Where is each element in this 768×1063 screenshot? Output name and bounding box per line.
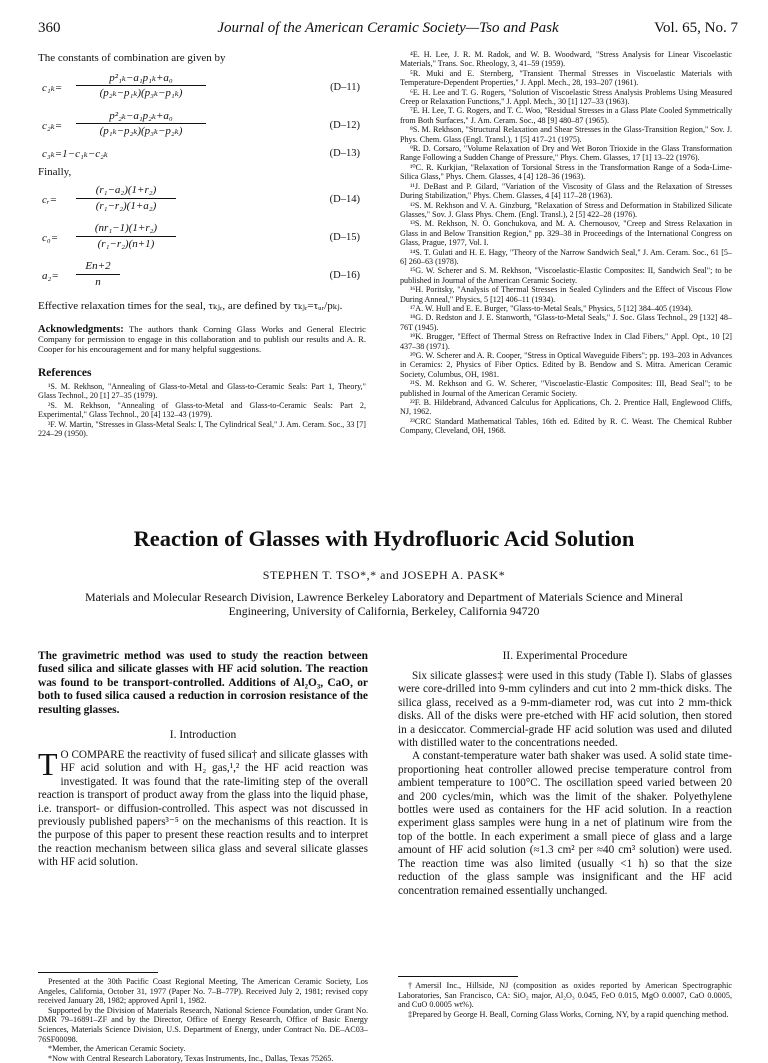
eq-numerator: p²₂ₖ−a₁p₂ₖ+a₀ [76,110,206,124]
reference-item: ¹³S. M. Rekhson, N. O. Gonchukova, and M. A. Chernousov, "Creep and Stress Relaxation in Glass in and Below Transition Region," pp. 329–38 in Proceedings of the International Congress on Glass, Prague, 1977, Vol. I. [400,219,732,248]
article-left-column [38,650,368,870]
article-authors: STEPHEN T. TSO*,* and JOSEPH A. PASK* [262,568,506,582]
eq-text: c₃ₖ=1−c₁ₖ−c₂ₖ [42,148,108,161]
reference-item: ¹⁶H. Poritsky, "Analysis of Thermal Stresses in Sealed Cylinders and the Effect of Viscous Flow During Anneal," Physics, 5 [12] 406–11 (1934). [400,285,732,304]
introduction-text: O COMPARE the reactivity of fused silica† and silicate glasses with HF acid solution and with H₂ gas,¹,² the HF acid reaction was investigated. It was found that the rate-limiting step of the overall reaction is transport of product away from the glass into the liquid phase, i.e. transport- or diffusion-controlled. This aspect was not discussed in previously published papers³⁻⁵ on the mechanisms of this reaction. It is the purpose of this paper to present these reaction results and to interpret the reaction mechanism between silica glass and several silicate glasses with HF acid solution. [38,749,368,869]
reference-item: ⁵R. Muki and E. Sternberg, "Transient Thermal Stresses in Viscoelastic Materials with Temperature-Dependent Properties," J. Appl. Mech., 28, 193–207 (1961). [400,68,732,88]
reference-item: ²S. M. Rekhson, "Annealing of Glass-to-Metal and Glass-to-Ceramic Seals: Part 2, Experimental," Glass Technol., 20 [4] 132–43 (1979). [38,400,366,420]
eq-lhs: c₀= [42,232,59,245]
reference-item: ¹⁹K. Brugger, "Effect of Thermal Stress on Refractive Index in Clad Fibers," Appl. Opt., 10 [2] 437–38 (1971). [400,332,732,351]
eq-number: (D–16) [329,270,360,282]
acknowledgments [38,325,366,354]
reference-item: ¹S. M. Rekhson, "Annealing of Glass-to-Metal and Glass-to-Ceramic Seals: Part 1, Theory," Glass Technol., 20 [1] 27–35 (1979). [38,382,366,401]
eq-number: (D–12) [329,120,360,132]
footnote-rule [398,976,518,977]
eq-fraction [76,222,176,249]
eq-denominator: (r₁−r₂)(1+a₂) [95,199,157,212]
references-heading: References [38,366,92,379]
equation-d14 [38,182,366,220]
section-heading-experimental: II. Experimental Procedure [502,650,628,662]
reference-item: ²⁰G. W. Scherer and A. R. Cooper, "Stress in Optical Waveguide Fibers"; pp. 193–203 in Advances in Ceramics: 2, Physics of Fiber Optics. Edited by B. Bendow and S. Mitra. American Ceramic Society, Columbus, OH, 1981. [400,351,732,379]
reference-item: ¹⁴S. T. Gulati and H. E. Hagy, "Theory of the Narrow Sandwich Seal," J. Am. Ceram. Soc., 61 [5–6] 260–63 (1978). [400,247,732,266]
reference-item: ¹¹J. DeBast and P. Gilard, "Variation of the Viscosity of Glass and the Relaxation of Stresses During Stabilization," Phys. Chem. Glasses, 4 [4] 117–28 (1963). [400,181,732,201]
article-title: Reaction of Glasses with Hydrofluoric Acid Solution [133,526,635,551]
equation-d16 [38,258,366,296]
running-header [38,20,738,42]
reference-item: ¹⁸G. D. Redston and J. E. Stanworth, "Glass-to-Metal Seals," J. Soc. Glass Technol., 29 [132] 48–76T (1945). [400,313,732,332]
eq-fraction [76,184,176,211]
reference-item: ⁶E. H. Lee and T. G. Rogers, "Solution of Viscoelastic Stress Analysis Problems Using Measured Creep or Relaxation Functions," J. Appl. Mech., 30 [1] 127–33 (1963). [400,87,732,107]
eq-lhs: a₂= [42,270,59,283]
finally-text: Finally, [38,166,72,179]
equation-d12 [38,108,366,146]
ack-label: Acknowledgments: [38,324,124,336]
equation-d13 [38,146,366,166]
references-list-left [38,382,366,438]
reference-item: ¹²S. M. Rekhson and V. A. Ginzburg, "Relaxation of Stress and Deformation in Stabilized Silicate Glasses," Sov. J. Glass Phys. Chem. (Engl. Transl.), 2 [5] 422–28 (1976). [400,200,732,219]
page-number: 360 [38,20,61,36]
eq-fraction [76,110,206,137]
footnote-list [398,981,732,1019]
author-affiliation: Materials and Molecular Research Division, Lawrence Berkeley Laboratory and Department of Materials Science and Mineral Engineering, University of California, Berkeley, California 94720 [85,590,683,618]
footnote-item: ‡Prepared by George H. Beall, Corning Glass Works, Corning, NY, by a rapid quenching method. [408,1009,729,1019]
eq-denominator: (p₂ₖ−p₁ₖ)(p₃ₖ−p₁ₖ) [99,87,183,100]
eq-denominator: (p₁ₖ−p₂ₖ)(p₃ₖ−p₂ₖ) [99,125,183,138]
journal-title: Journal of the American Ceramic Society—Tso and Pask [217,20,559,36]
appendix-column [38,52,366,438]
footnote-item: Presented at the 30th Pacific Coast Regional Meeting, The American Ceramic Society, Los Angeles, California, October 31, 1977 (Paper No. 7–B–77P). Received July 2, 1981; revised copy received January 28, 1982; approved April 1, 1982. [38,977,368,1006]
eq-numerator: En+2 [76,260,120,274]
eq-number: (D–13) [329,148,360,160]
footnote-item: Supported by the Division of Materials Research, National Science Foundation, under Grant No. DMR 79–16891–ZF and by the Director, Office of Energy Research, Office of Basic Energy Sciences, Materials Science Division, U.S. Department of Energy, under Contract No. DE–AC03–76SF00098. [38,1005,368,1044]
effective-relaxation-text: Effective relaxation times for the seal, τₖⱼᵣ, are defined by τₖⱼᵣ=τᵤᵣ/pₖⱼ. [38,300,343,313]
footnote-item: *Now with Central Research Laboratory, Texas Instruments, Inc., Dallas, Texas 75265. [48,1053,334,1063]
references-list-right [400,50,732,436]
eq-numerator: (r₁−a₂)(1+r₂) [76,184,176,198]
equation-d11 [38,70,366,108]
reference-item: ³F. W. Martin, "Stresses in Glass-Metal Seals: I, The Cylindrical Seal," J. Am. Ceram. Soc., 33 [7] 224–29 (1950). [38,419,366,439]
eq-fraction [76,260,120,287]
drop-cap: T [38,746,58,783]
reference-item: ²²F. B. Hildebrand, Advanced Calculus for Applications, Ch. 2. Prentice Hall, Englewood Cliffs, NJ, 1962. [400,398,732,417]
footnote-item: *Member, the American Ceramic Society. [48,1044,186,1054]
footnote-list [38,977,368,1063]
eq-lhs: c₂ₖ= [42,120,63,133]
abstract: The gravimetric method was used to study the reaction between fused silica and silicate glasses with HF acid solution. The reaction was found to be transport-controlled. Additions of Al₂O₃, CaO, or both to fused silica caused a reduction in corrosion resistance of the resulting glasses. [38,650,368,716]
experimental-paragraph-1: Six silicate glasses‡ were used in this study (Table I). Slabs of glasses were core-drilled into 9-mm cylinders and cut into 2 mm-thick disks. The silica glass, received as a 9-mm-diameter rod, was cut into 2 mm-thick disks. All of the disks were pre-etched with HF acid solution, then stored in a desiccator. Commercial-grade HF acid solution was used and diluted with distilled water to the concentrations needed. [398,670,732,750]
volume-issue: Vol. 65, No. 7 [654,20,738,36]
article-right-footnotes [398,970,732,1019]
reference-item: ¹⁵G. W. Scherer and S. M. Rekhson, "Viscoelastic-Elastic Composites: II, Sandwich Seal"; to be published in Journal of the American Ceramic Society. [400,266,732,285]
eq-numerator: p²₁ₖ−a₁p₁ₖ+a₀ [76,72,206,86]
article-left-footnotes [38,966,368,1063]
reference-item: ⁷E. H. Lee, T. G. Rogers, and T. C. Woo, "Residual Stresses in a Glass Plate Cooled Symmetrically from Both Surfaces," J. Am. Ceram. Soc., 48 [9] 480–87 (1965). [400,106,732,125]
reference-item: ⁸S. M. Rekhson, "Structural Relaxation and Shear Stresses in the Glass-Transition Region," Sov. J. Phys. Chem. Glass (Engl. Transl.), 1 [5] 417–21 (1975). [400,125,732,144]
reference-item: ¹⁰C. R. Kurkjian, "Relaxation of Torsional Stress in the Transformation Range of a Soda-Lime-Silica Glass," Phys. Chem. Glasses, 4 [4] 128–36 (1963). [400,162,732,182]
equation-d15 [38,220,366,258]
eq-fraction [76,72,206,99]
footnote-rule [38,972,158,973]
eq-number: (D–14) [329,194,360,206]
section-heading-introduction: I. Introduction [169,729,237,742]
eq-denominator: n [95,275,101,288]
eq-number: (D–15) [329,232,360,244]
reference-item: ⁴E. H. Lee, J. R. M. Radok, and W. B. Woodward, "Stress Analysis for Linear Viscoelastic Materials," Trans. Soc. Rheology, 3, 41–59 (1959). [400,50,732,69]
eq-denominator: (r₁−r₂)(n+1) [97,237,155,250]
eq-numerator: (nr₁−1)(1+r₂) [76,222,176,236]
article-right-column [398,650,732,898]
eq-lhs: c₁ₖ= [42,82,63,95]
ack-text: The authors thank Corning Glass Works and General Electric Company for permission to engage in this collaboration and to publish our results and A. R. Cooper for his encouragement and for many helpful suggestions. [38,324,367,354]
introduction-paragraph [38,746,368,870]
reference-item: ²³CRC Standard Mathematical Tables, 16th ed. Edited by R. C. Weast. The Chemical Rubber Company, Cleveland, OH, 1968. [400,416,732,436]
reference-item: ⁹R. D. Corsaro, "Volume Relaxation of Dry and Wet Boron Trioxide in the Glass Transformation Range Following a Sudden Change of Pressure," Phys. Chem. Glasses, 17 [1] 13–22 (1976). [400,144,732,163]
constants-intro: The constants of combination are given by [38,52,226,64]
eq-number: (D–11) [330,82,360,94]
footnote-item: †Amersil Inc., Hillside, NJ (composition as oxides reported by American Spectrographic Laboratories, San Francisco, CA: SiO₂ major, Al₂O₃ 0.045, FeO 0.015, MgO 0.0007, CaO 0.0005, and CuO 0.0005 wt%). [398,981,732,1010]
reference-item: ²¹S. M. Rekhson and G. W. Scherer, "Viscoelastic-Elastic Composites: III, Bead Seal"; to be published in Journal of the American Ceramic Society. [400,379,732,398]
eq-lhs: cᵣ= [42,194,58,207]
reference-item: ¹⁷A. W. Hull and E. E. Burger, "Glass-to-Metal Seals," Physics, 5 [12] 384–405 (1934). [410,303,693,313]
experimental-paragraph-2: A constant-temperature water bath shaker was used. A solid state time-proportioning heat controller allowed precise temperature control from ambient temperature to 100°C. The oscillation speed varied between 20 and 200 cycles/min, which was the limit of the shaker. Polyethylene bottles were used as containers for the HF acid solution. In a reaction experiment glass samples were hung in a net of platinum wire from the top of the bottle. In each experiment a small piece of glass and a large amount of HF acid solution (≈1.3 cm² per ≈40 cm³ solution) were used. The reaction time was also limited (usually <1 h) so that the size reduction of the glass sample was insignificant and the HF acid concentration remained essentially unchanged. [398,750,732,897]
